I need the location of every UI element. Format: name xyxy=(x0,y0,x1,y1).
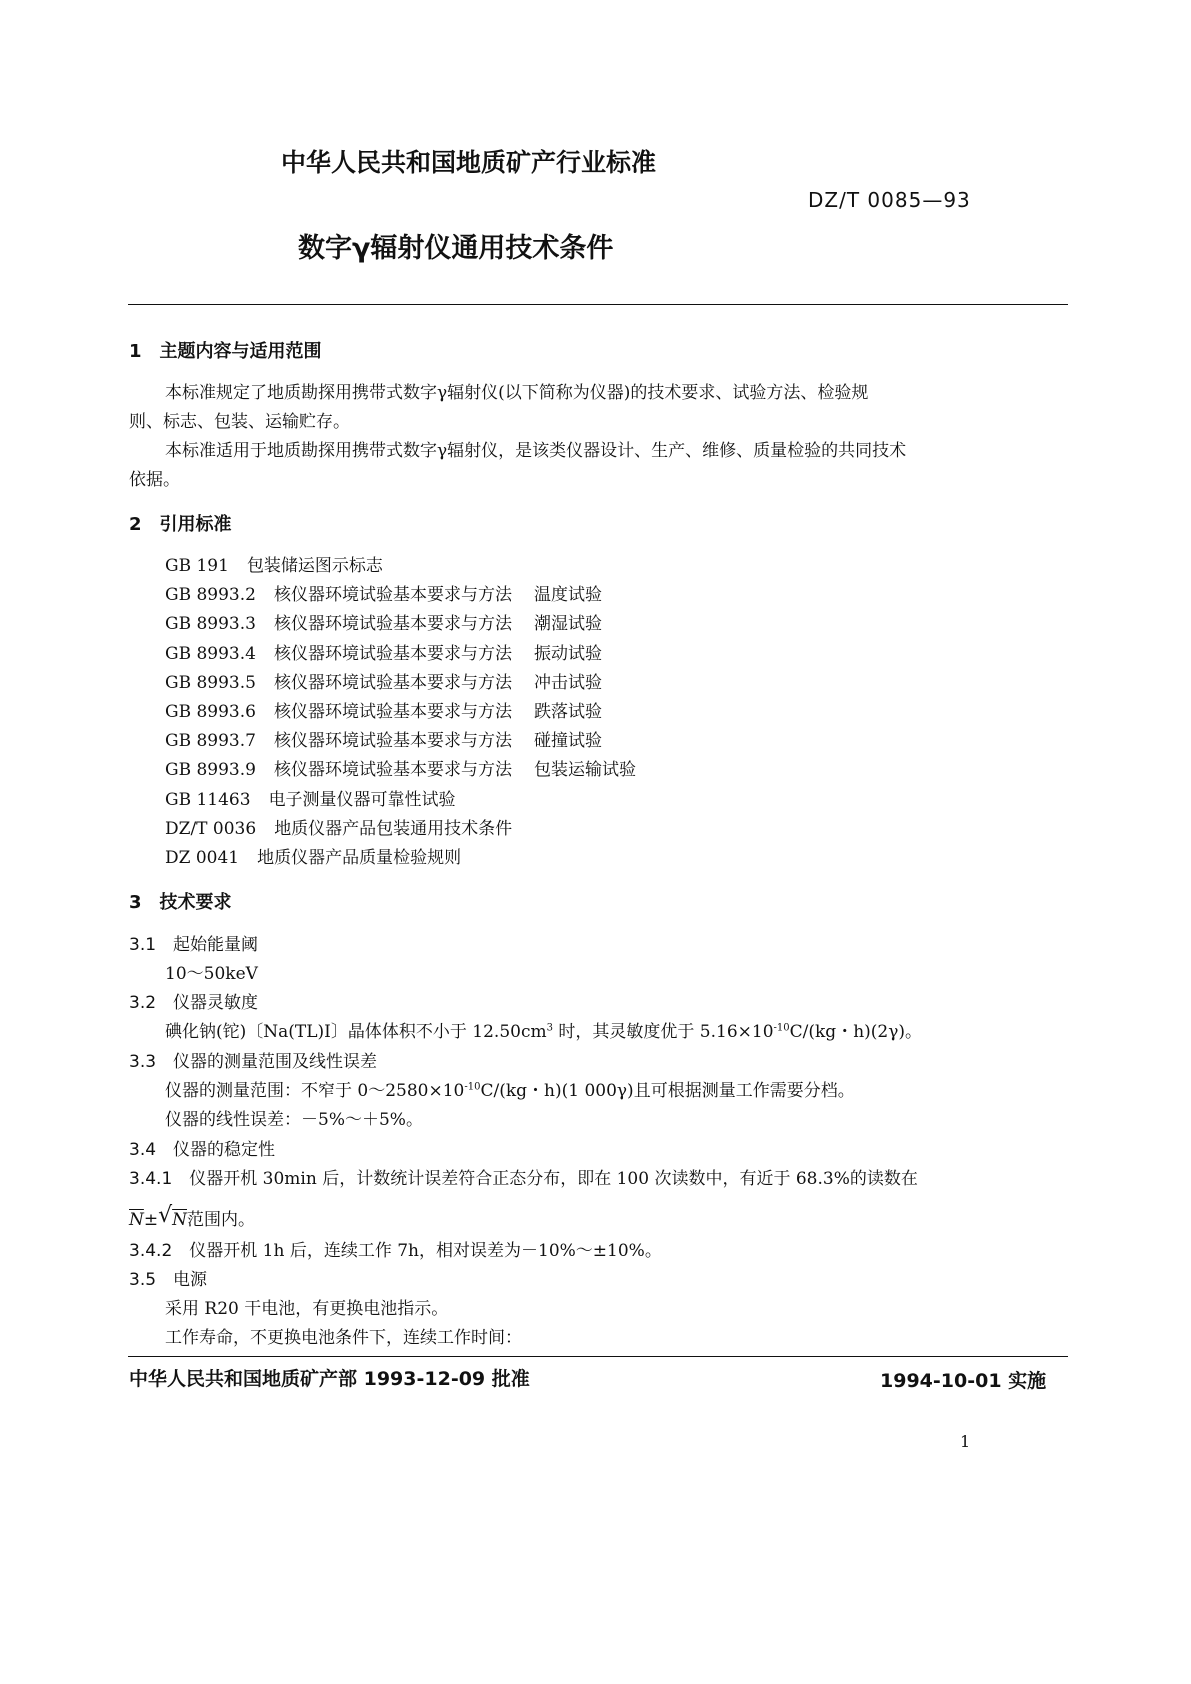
section-1-p1-line2: 则、标志、包装、运输贮存。 xyxy=(129,412,350,432)
reference-row xyxy=(165,725,602,757)
clause-3-3-text2: 仪器的线性误差：－5%～＋5%。 xyxy=(165,1110,423,1130)
reference-subtitle: 跌落试验 xyxy=(533,702,602,722)
section-1-p1-line1: 本标准规定了地质勘探用携带式数字γ辐射仪(以下简称为仪器)的技术要求、试验方法、检验规 xyxy=(165,383,869,403)
clause-3-2 xyxy=(129,987,258,1019)
reference-row xyxy=(165,550,383,582)
clause-3-4-1 xyxy=(129,1163,918,1195)
reference-row xyxy=(165,842,461,874)
implementation-line: 1994-10-01 实施 xyxy=(880,1370,1047,1392)
reference-title: 地质仪器产品包装通用技术条件 xyxy=(274,818,513,839)
reference-row xyxy=(165,608,602,640)
clause-3-3-text1 xyxy=(165,1075,855,1107)
clause-3-4-1-text: 仪器开机 30min 后，计数统计误差符合正态分布，即在 100 次读数中，有近于 68.3%的读数在 xyxy=(189,1169,918,1189)
reference-title: 核仪器环境试验基本要求与方法 xyxy=(273,614,512,635)
document-title: 数字γ辐射仪通用技术条件 xyxy=(298,233,614,264)
reference-code: GB 8993.5 xyxy=(165,672,256,693)
range-text-a: 仪器的测量范围：不窄于 0～2580×10 xyxy=(165,1081,465,1101)
clause-3-2-number: 3.2 xyxy=(129,993,157,1013)
mean-n: $\overline{N}$ xyxy=(129,1210,144,1230)
header-divider xyxy=(128,304,1068,305)
reference-code: GB 191 xyxy=(165,556,229,576)
clause-3-1-number: 3.1 xyxy=(129,935,157,955)
clause-3-4-2-text: 仪器开机 1h 后，连续工作 7h，相对误差为－10%～±10%。 xyxy=(189,1241,662,1261)
sqrt-n-radicand: $\overline{N}$ xyxy=(172,1210,187,1230)
standard-number: DZ/T 0085—93 xyxy=(808,188,971,212)
clause-3-4 xyxy=(129,1134,275,1166)
clause-3-1 xyxy=(129,929,258,961)
clause-3-4-2-number: 3.4.2 xyxy=(129,1241,173,1261)
section-3-heading: 3 技术要求 xyxy=(129,892,232,913)
sqrt-n xyxy=(158,1204,187,1236)
reference-title: 地质仪器产品质量检验规则 xyxy=(257,848,462,868)
reference-code: GB 8993.2 xyxy=(165,585,256,606)
reference-subtitle: 潮湿试验 xyxy=(533,614,602,635)
section-1-p2-line2: 依据。 xyxy=(129,470,180,490)
reference-code: DZ 0041 xyxy=(165,848,240,868)
clause-3-2-title: 仪器灵敏度 xyxy=(173,993,259,1013)
clause-3-3-title: 仪器的测量范围及线性误差 xyxy=(173,1052,378,1072)
clause-3-4-2 xyxy=(129,1235,662,1267)
clause-3-1-text: 10～50keV xyxy=(165,964,258,984)
reference-subtitle: 温度试验 xyxy=(533,585,602,606)
reference-title: 核仪器环境试验基本要求与方法 xyxy=(273,585,512,606)
page-number: 1 xyxy=(960,1432,971,1451)
reference-title: 核仪器环境试验基本要求与方法 xyxy=(273,702,512,722)
reference-title: 核仪器环境试验基本要求与方法 xyxy=(273,643,512,664)
sensitivity-text-c: C/(kg・h)(2γ)。 xyxy=(789,1022,923,1042)
clause-3-5 xyxy=(129,1264,207,1296)
reference-row xyxy=(165,784,456,816)
reference-code: GB 8993.9 xyxy=(165,760,256,781)
reference-row xyxy=(165,638,602,670)
section-1-heading: 1 主题内容与适用范围 xyxy=(129,341,322,362)
org-title: 中华人民共和国地质矿产行业标准 xyxy=(281,148,657,177)
section-1-p2-line1: 本标准适用于地质勘探用携带式数字γ辐射仪，是该类仪器设计、生产、维修、质量检验的共同技术 xyxy=(165,441,907,461)
reference-code: DZ/T 0036 xyxy=(165,818,257,839)
reference-row xyxy=(165,667,602,699)
reference-title: 核仪器环境试验基本要求与方法 xyxy=(273,760,512,781)
reference-code: GB 8993.7 xyxy=(165,731,256,752)
clause-3-4-title: 仪器的稳定性 xyxy=(173,1140,276,1160)
reference-title: 核仪器环境试验基本要求与方法 xyxy=(273,731,512,752)
section-2-heading: 2 引用标准 xyxy=(129,514,232,535)
reference-code: GB 8993.6 xyxy=(165,702,256,722)
reference-subtitle: 冲击试验 xyxy=(533,672,602,693)
clause-3-4-1-number: 3.4.1 xyxy=(129,1169,173,1189)
reference-code: GB 8993.4 xyxy=(165,643,256,664)
approval-line: 中华人民共和国地质矿产部 1993-12-09 批准 xyxy=(129,1368,530,1390)
sensitivity-text-b: 时，其灵敏度优于 5.16×10 xyxy=(552,1022,774,1042)
reference-title: 电子测量仪器可靠性试验 xyxy=(268,789,456,810)
clause-3-3 xyxy=(129,1046,377,1078)
clause-3-3-number: 3.3 xyxy=(129,1052,157,1072)
reference-title: 核仪器环境试验基本要求与方法 xyxy=(273,672,512,693)
clause-3-5-number: 3.5 xyxy=(129,1270,157,1290)
reference-row xyxy=(165,813,512,845)
sensitivity-text-a: 碘化钠(铊)〔Na(TL)I〕晶体体积不小于 12.50cm xyxy=(165,1022,547,1042)
clause-3-5-title: 电源 xyxy=(173,1270,208,1290)
clause-3-2-text xyxy=(165,1016,922,1048)
reference-row xyxy=(165,696,602,728)
reference-title: 包装储运图示标志 xyxy=(246,556,383,576)
reference-subtitle: 振动试验 xyxy=(533,643,602,664)
reference-code: GB 8993.3 xyxy=(165,614,256,635)
reference-row xyxy=(165,579,602,611)
plus-minus: ± xyxy=(143,1210,159,1230)
sensitivity-exponent: -10 xyxy=(773,1022,790,1034)
clause-3-5-text2: 工作寿命，不更换电池条件下，连续工作时间： xyxy=(165,1328,522,1348)
clause-3-4-number: 3.4 xyxy=(129,1140,157,1160)
reference-code: GB 11463 xyxy=(165,789,251,810)
clause-3-4-1-formula-line xyxy=(129,1204,255,1236)
clause-3-5-text1: 采用 R20 干电池，有更换电池指示。 xyxy=(165,1299,449,1319)
footer-divider xyxy=(128,1356,1068,1357)
reference-subtitle: 碰撞试验 xyxy=(533,731,602,752)
range-exponent: -10 xyxy=(464,1081,481,1093)
formula-tail: 范围内。 xyxy=(187,1210,255,1230)
clause-3-1-title: 起始能量阈 xyxy=(173,935,259,955)
reference-subtitle: 包装运输试验 xyxy=(533,760,636,781)
range-text-b: C/(kg・h)(1 000γ)且可根据测量工作需要分档。 xyxy=(480,1081,855,1101)
reference-row xyxy=(165,754,636,786)
volume-exponent: 3 xyxy=(546,1022,553,1034)
